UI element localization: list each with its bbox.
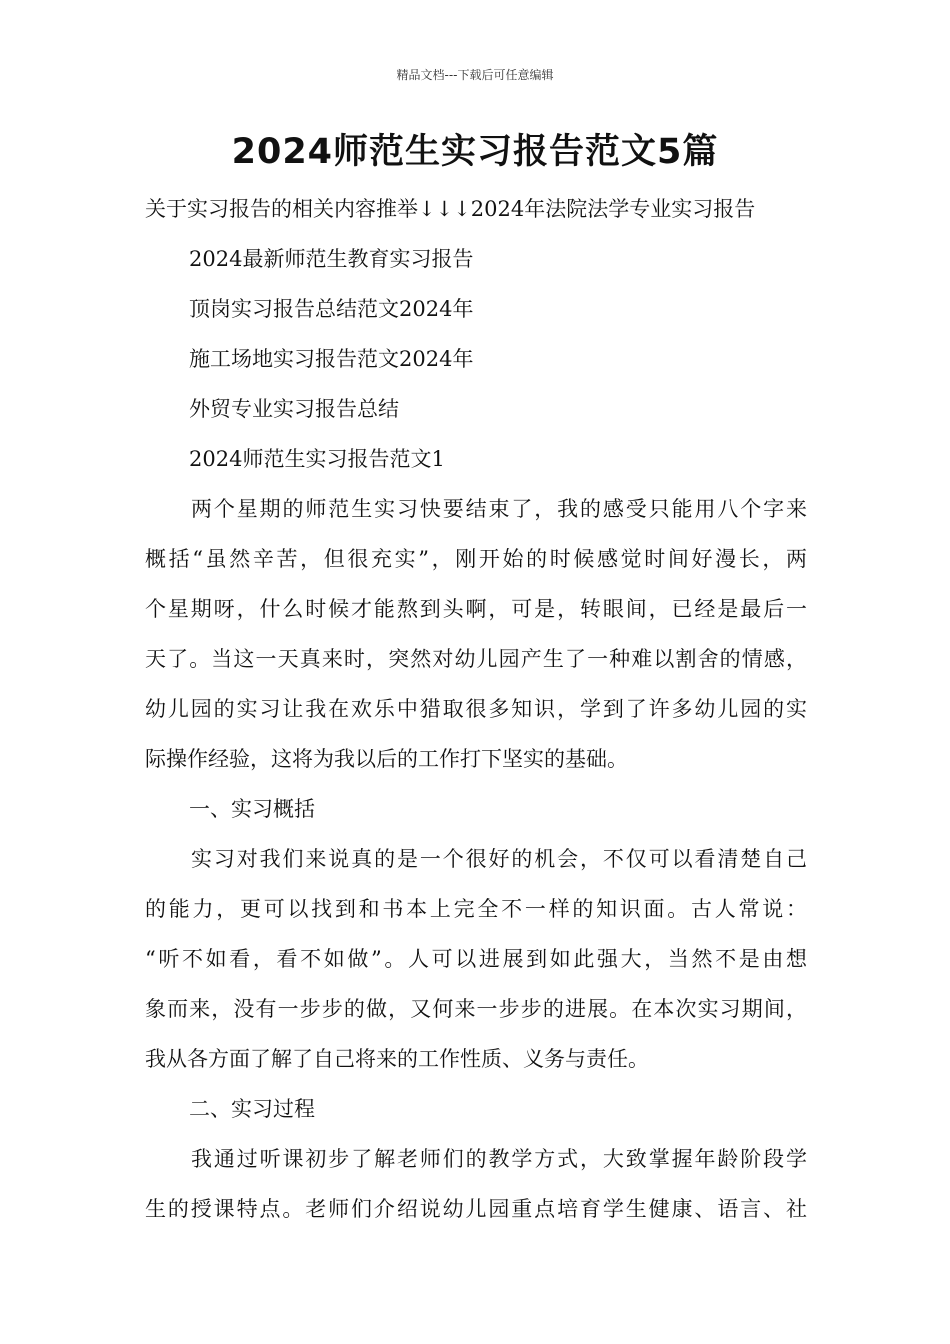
text-line: 我通过听课初步了解老师们的教学方式，大致掌握年龄阶段学 [191,1147,807,1171]
document-title: 2024师范生实习报告范文5篇 [231,132,719,172]
section-heading: 一、实习概括 [189,797,315,821]
text-line: “听不如看，看不如做”。人可以进展到如此强大，当然不是由想 [145,947,807,971]
text-line: 2024最新师范生教育实习报告 [189,247,474,271]
text-line: 的能力，更可以找到和书本上完全不一样的知识面。古人常说： [145,897,807,921]
text-line: 生的授课特点。老师们介绍说幼儿园重点培育学生健康、语言、社 [145,1197,807,1221]
text-line: 外贸专业实习报告总结 [189,397,399,421]
text-line: 我从各方面了解了自己将来的工作性质、义务与责任。 [145,1047,649,1071]
text-line: 两个星期的师范生实习快要结束了，我的感受只能用八个字来 [191,497,807,521]
document-body [145,184,807,1234]
text-line: 概括“虽然辛苦，但很充实”，刚开始的时候感觉时间好漫长，两 [145,547,807,571]
text-line: 象而来，没有一步步的做，又何来一步步的进展。在本次实习期间， [145,997,807,1021]
text-line: 幼儿园的实习让我在欢乐中猎取很多知识，学到了许多幼儿园的实 [145,697,807,721]
section-heading: 二、实习过程 [189,1097,315,1121]
text-line: 2024师范生实习报告范文1 [189,447,445,471]
text-line: 施工场地实习报告范文2024年 [189,347,474,371]
header-note: 精品文档---下载后可任意编辑 [396,68,554,82]
text-line: 际操作经验，这将为我以后的工作打下坚实的基础。 [145,747,628,771]
text-line: 实习对我们来说真的是一个很好的机会，不仅可以看清楚自己 [191,847,807,871]
text-line: 顶岗实习报告总结范文2024年 [189,297,474,321]
text-line: 关于实习报告的相关内容推举↓↓↓2024年法院法学专业实习报告 [145,197,756,221]
text-line: 个星期呀，什么时候才能熬到头啊，可是，转眼间，已经是最后一 [145,597,807,621]
text-line: 天了。当这一天真来时，突然对幼儿园产生了一种难以割舍的情感， [145,647,807,671]
